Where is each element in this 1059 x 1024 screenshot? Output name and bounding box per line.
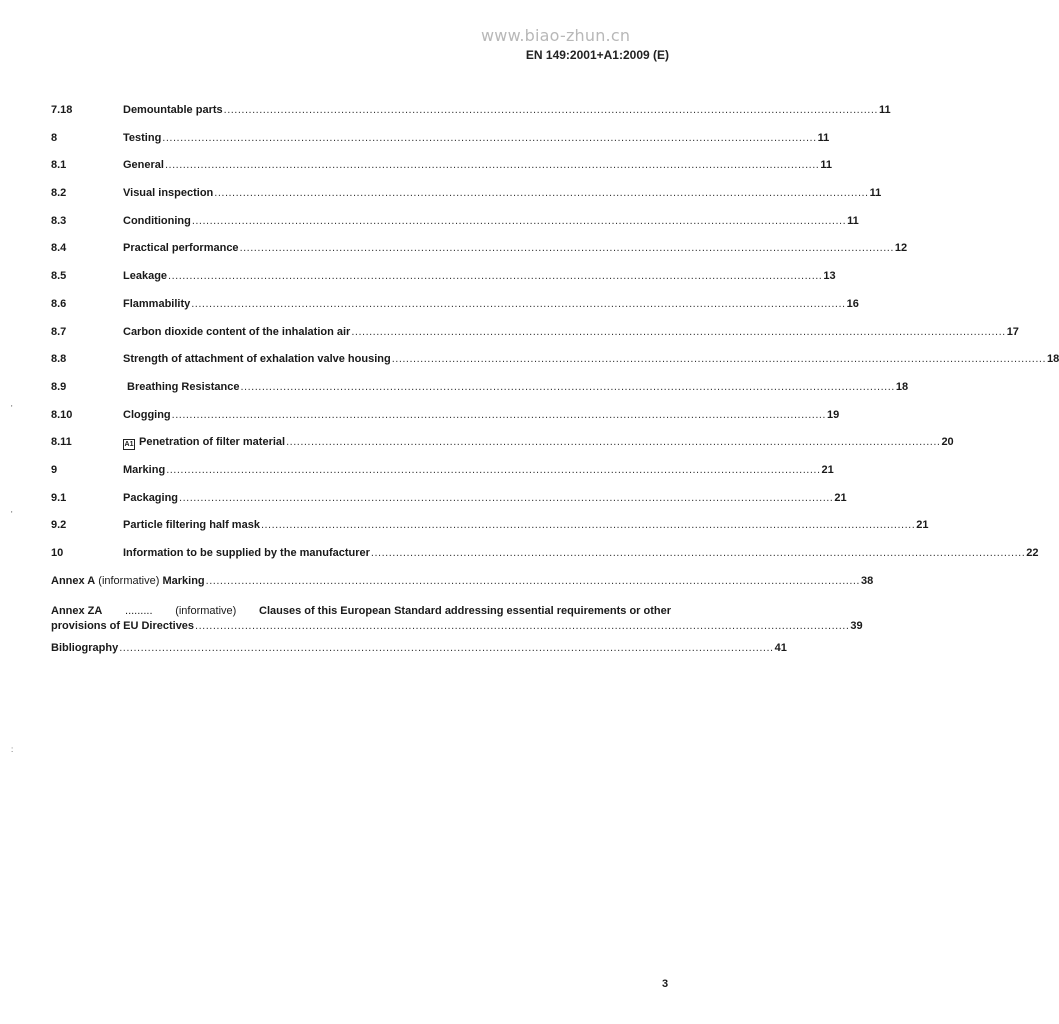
leader-dots: ........................................................................................................................................................................................ <box>179 491 834 504</box>
toc-entry-title-text: Practical performance <box>123 242 239 255</box>
toc-entry-page: 11 <box>869 187 882 200</box>
toc-entry-title-text: Demountable parts <box>123 104 223 116</box>
toc-entry-number: 9.1 <box>51 491 67 504</box>
toc-entry-title <box>123 381 239 393</box>
bibliography-title: Bibliography <box>51 642 119 655</box>
leader-dots: ........................................................................................................................................................................................ <box>166 463 821 476</box>
toc-entry[interactable] <box>51 270 836 298</box>
toc-entry-number: 8.4 <box>51 242 67 255</box>
toc-entry[interactable] <box>51 214 859 243</box>
toc-entry-title-text: Visual inspection <box>123 187 214 200</box>
leader-dots: ........................................................................................................................................................................................ <box>260 519 916 532</box>
annex-za-page: 39 <box>850 620 863 633</box>
toc-entry-title <box>123 242 239 254</box>
toc-entry-title-text: Penetration of filter material <box>139 436 286 449</box>
toc-entry-title-text: Testing <box>123 131 162 144</box>
toc-entry-title-text: Information to be supplied by the manufacturer <box>123 547 370 559</box>
leader-dots: ........................................................................................................................................................................................ <box>191 297 846 310</box>
toc-entry-page: 21 <box>834 491 847 504</box>
leader-dots: ........................................................................................................................................................................................ <box>370 547 1026 559</box>
toc-entry[interactable] <box>51 187 882 215</box>
toc-entry[interactable] <box>51 297 859 326</box>
toc-entry-page: 16 <box>846 297 859 310</box>
toc-entry-page: 18 <box>1047 353 1059 366</box>
toc-entry-number: 8.1 <box>51 159 67 172</box>
toc-entry-number: 8.11 <box>51 436 72 449</box>
leader-dots: ........................................................................................................................................................................................ <box>223 104 878 116</box>
toc-entry[interactable] <box>51 547 1039 575</box>
toc-entry-page: 21 <box>916 519 929 532</box>
toc-entry-number: 8 <box>51 131 58 144</box>
annex-za-title-line2: provisions of EU Directives <box>51 620 195 633</box>
leader-dots: ........................................................................................................................................................................................ <box>351 325 1006 338</box>
toc-entry-title-text: General <box>123 159 164 172</box>
annex-za-type: (informative) <box>175 605 237 618</box>
leader-dots: ........................................................................................................................................................................................ <box>205 574 860 587</box>
toc-entry-page: 11 <box>878 104 891 116</box>
toc-entry-title-text: Breathing Resistance <box>127 380 240 393</box>
leader-dots: ........................................................................................................................................................................................ <box>119 642 774 655</box>
annex-a-type: (informative) <box>98 574 160 587</box>
toc-entry-number: 7.18 <box>51 104 73 116</box>
page-number: 3 <box>662 978 669 990</box>
leader-dots: ........................................................................................................................................................................................ <box>191 214 847 227</box>
toc-entry[interactable] <box>51 353 1059 381</box>
annex-za-title-line1: Clauses of this European Standard addressing essential requirements or other <box>259 605 671 618</box>
toc-entry-title <box>123 270 167 282</box>
toc-entry-number: 8.3 <box>51 214 67 227</box>
toc-entry-title <box>123 519 260 531</box>
toc-entry-page: 19 <box>827 408 840 421</box>
toc-entry[interactable] <box>51 131 830 160</box>
toc-entry-page: 21 <box>821 463 834 476</box>
watermark: www.biao-zhun.cn <box>481 26 631 45</box>
toc-entries <box>51 104 1059 575</box>
toc-entry-number: 10 <box>51 547 64 559</box>
toc-entry[interactable] <box>51 325 1019 354</box>
toc-entry-number: 8.10 <box>51 408 73 421</box>
toc-entry-page: 18 <box>895 380 909 393</box>
bibliography-page: 41 <box>774 642 787 655</box>
leader-dots: ........................................................................................................................................................................................ <box>164 159 820 172</box>
toc-entry-title-text: Strength of attachment of exhalation valve housing <box>123 353 391 366</box>
toc-entry-number: 8.5 <box>51 270 67 283</box>
document-id: EN 149:2001+A1:2009 (E) <box>525 48 669 62</box>
bibliography-entry[interactable] <box>51 642 787 670</box>
leader-dots: ........................................................................................................................................................................................ <box>239 242 894 255</box>
toc-entry-page: 17 <box>1006 325 1019 338</box>
annex-za-label: Annex ZA <box>51 605 103 618</box>
toc-entry[interactable] <box>51 242 908 270</box>
annex-a-page: 38 <box>861 574 874 587</box>
toc-entry-page: 20 <box>941 436 954 449</box>
toc-entry-page: 11 <box>820 159 832 172</box>
leader-dots: ........................................................................................................................................................................................ <box>214 187 869 200</box>
toc-entry-page: 13 <box>823 270 836 283</box>
toc-entry-title-text: Leakage <box>123 270 168 283</box>
toc-entry-number: 8.9 <box>51 380 67 393</box>
leader-dots: ........................................................................................................................................................................................ <box>171 408 826 421</box>
toc-entry-number: 8.8 <box>51 353 67 366</box>
toc-entry-number: 8.6 <box>51 297 67 310</box>
leader-dots: ........................................................................................................................................................................................ <box>391 353 1047 366</box>
toc-entry-page: 11 <box>847 214 859 227</box>
toc-entry-title <box>123 104 223 116</box>
toc-entry-title <box>123 353 391 365</box>
toc-entry-title <box>123 436 285 449</box>
toc-entry-title <box>123 159 164 171</box>
toc-entry-title <box>123 132 161 144</box>
toc-entry[interactable] <box>51 380 909 409</box>
toc-entry-number: 8.7 <box>51 325 67 338</box>
toc-entry[interactable] <box>51 159 832 187</box>
toc-entry[interactable] <box>51 463 834 492</box>
toc-entry-title-text: Packaging <box>123 491 179 504</box>
toc-entry-title <box>123 326 350 338</box>
toc-entry-page: 12 <box>894 242 908 255</box>
toc-entry[interactable] <box>51 491 847 520</box>
toc-entry[interactable] <box>51 519 929 547</box>
toc-entry-page: 22 <box>1026 547 1039 559</box>
toc-entry-title <box>123 298 190 310</box>
annex-a-title: Marking <box>162 574 205 587</box>
toc-entry-title-text: Particle filtering half mask <box>123 519 260 532</box>
toc-entry-title <box>123 464 165 476</box>
leader-dots: ........................................................................................................................................................................................ <box>240 380 895 393</box>
table-of-contents <box>51 104 1059 670</box>
toc-entry-title-text: Clogging <box>123 408 171 421</box>
margin-mark: ' <box>11 510 13 519</box>
toc-entry-title-text: Conditioning <box>123 214 191 227</box>
toc-entry-title <box>123 187 213 199</box>
toc-entry[interactable] <box>51 436 954 464</box>
toc-entry-title <box>123 547 370 559</box>
annex-a-entry[interactable] <box>51 574 874 603</box>
margin-mark: ' <box>11 404 13 413</box>
toc-entry-title <box>123 215 191 227</box>
toc-entry-number: 9 <box>51 463 58 476</box>
toc-entry-number: 8.2 <box>51 187 67 200</box>
leader-dots: ........................................................................................................................................................................................ <box>195 620 850 633</box>
toc-entry-title-text: Flammability <box>123 297 191 310</box>
toc-entry-number: 9.2 <box>51 519 67 532</box>
leader-dots: ........................................................................................................................................................................................ <box>286 436 941 449</box>
margin-mark: : <box>11 745 14 754</box>
leader-dots: ........................................................................................................................................................................................ <box>162 131 817 144</box>
annex-za-dots: ......... <box>125 605 153 618</box>
leader-dots: ........................................................................................................................................................................................ <box>168 270 823 283</box>
annex-a-label: Annex A <box>51 574 96 587</box>
toc-entry-title <box>123 492 178 504</box>
toc-entry-page: 11 <box>817 131 830 144</box>
toc-entry-title-text: Marking <box>123 463 166 476</box>
annex-za-entry[interactable] <box>51 604 863 634</box>
amendment-marker-icon: A1 <box>124 441 134 449</box>
toc-entry-title <box>123 409 171 421</box>
toc-entry[interactable] <box>51 104 891 132</box>
toc-entry[interactable] <box>51 408 840 437</box>
toc-entry-title-text: Carbon dioxide content of the inhalation air <box>123 325 351 338</box>
